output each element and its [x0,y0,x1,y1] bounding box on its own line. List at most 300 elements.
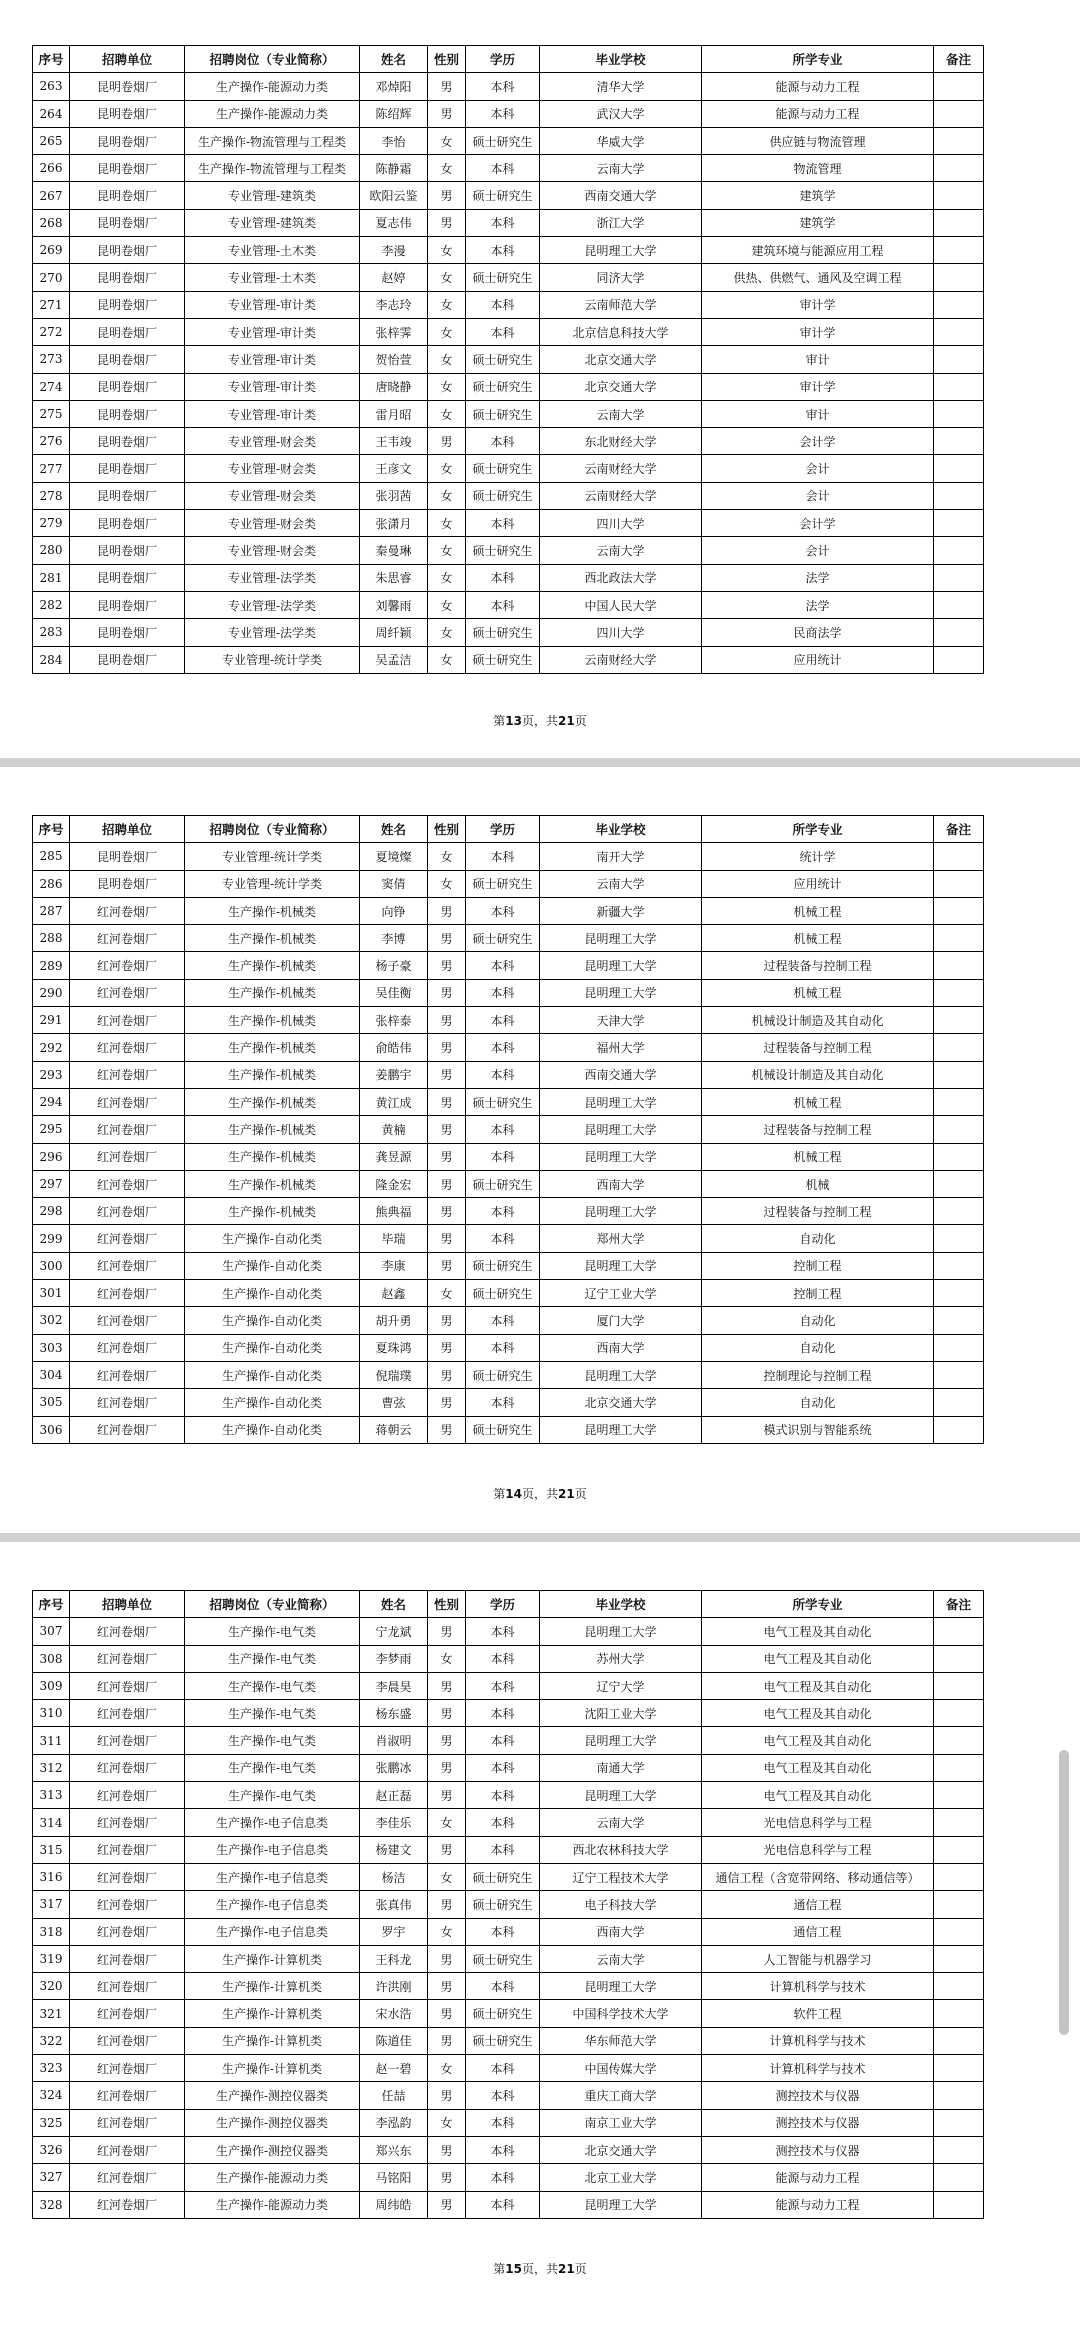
cell-remarks [934,346,984,373]
cell-major: 测控技术与仪器 [702,2136,934,2163]
cell-degree: 硕士研究生 [466,127,540,154]
cell-major: 控制理论与控制工程 [702,1361,934,1388]
cell-major: 物流管理 [702,155,934,182]
cell-school: 北京工业大学 [540,2164,702,2191]
cell-degree: 本科 [466,1061,540,1088]
cell-seq: 264 [33,100,70,127]
cell-employer: 红河卷烟厂 [70,1389,185,1416]
column-header-employer: 招聘单位 [70,1591,185,1618]
cell-name: 李志玲 [360,291,428,318]
cell-degree: 硕士研究生 [466,1280,540,1307]
cell-employer: 红河卷烟厂 [70,2191,185,2218]
cell-position: 专业管理-审计类 [185,318,360,345]
cell-seq: 313 [33,1782,70,1809]
cell-position: 生产操作-机械类 [185,1116,360,1143]
table-row [33,2055,984,2082]
cell-gender: 女 [428,1280,466,1307]
cell-seq: 297 [33,1170,70,1197]
cell-name: 贺怡萱 [360,346,428,373]
cell-school: 云南财经大学 [540,455,702,482]
cell-name: 张梓霁 [360,318,428,345]
table-row [33,400,984,427]
cell-major: 能源与动力工程 [702,2164,934,2191]
cell-seq: 314 [33,1809,70,1836]
cell-degree: 本科 [466,100,540,127]
cell-degree: 硕士研究生 [466,400,540,427]
recruitment-table [32,1590,984,2219]
cell-employer: 昆明卷烟厂 [70,182,185,209]
cell-gender: 男 [428,1700,466,1727]
cell-employer: 红河卷烟厂 [70,1416,185,1443]
cell-major: 电气工程及其自动化 [702,1618,934,1645]
cell-gender: 男 [428,2000,466,2027]
column-header-gender: 性别 [428,46,466,73]
cell-remarks [934,1198,984,1225]
column-header-major: 所学专业 [702,816,934,843]
cell-remarks [934,1034,984,1061]
cell-seq: 294 [33,1088,70,1115]
cell-position: 专业管理-统计学类 [185,646,360,673]
cell-major: 通信工程（含宽带网络、移动通信等） [702,1863,934,1890]
cell-position: 生产操作-测控仪器类 [185,2082,360,2109]
cell-degree: 硕士研究生 [466,1361,540,1388]
cell-major: 会计学 [702,510,934,537]
cell-name: 赵一碧 [360,2055,428,2082]
table-row [33,979,984,1006]
cell-gender: 女 [428,564,466,591]
cell-position: 生产操作-机械类 [185,952,360,979]
cell-major: 光电信息科学与工程 [702,1836,934,1863]
cell-employer: 昆明卷烟厂 [70,564,185,591]
cell-gender: 女 [428,400,466,427]
cell-position: 生产操作-计算机类 [185,1945,360,1972]
cell-remarks [934,952,984,979]
cell-school: 昆明理工大学 [540,1618,702,1645]
cell-gender: 女 [428,1809,466,1836]
table-row [33,1973,984,2000]
cell-gender: 男 [428,2027,466,2054]
cell-gender: 男 [428,1307,466,1334]
cell-seq: 315 [33,1836,70,1863]
table-row [33,291,984,318]
cell-school: 西南大学 [540,1918,702,1945]
cell-major: 测控技术与仪器 [702,2082,934,2109]
table-row [33,455,984,482]
cell-degree: 硕士研究生 [466,182,540,209]
cell-remarks [934,1361,984,1388]
cell-gender: 男 [428,1891,466,1918]
cell-gender: 女 [428,510,466,537]
cell-degree: 硕士研究生 [466,1252,540,1279]
cell-remarks [934,1143,984,1170]
cell-position: 生产操作-电气类 [185,1754,360,1781]
column-header-degree: 学历 [466,1591,540,1618]
cell-degree: 本科 [466,2055,540,2082]
cell-gender: 女 [428,264,466,291]
cell-degree: 本科 [466,73,540,100]
cell-name: 张潇月 [360,510,428,537]
cell-employer: 红河卷烟厂 [70,2136,185,2163]
cell-gender: 女 [428,1918,466,1945]
cell-position: 专业管理-土木类 [185,237,360,264]
cell-major: 自动化 [702,1307,934,1334]
cell-name: 杨洁 [360,1863,428,1890]
cell-name: 邓焯阳 [360,73,428,100]
cell-school: 电子科技大学 [540,1891,702,1918]
cell-degree: 本科 [466,1007,540,1034]
cell-remarks [934,1782,984,1809]
cell-name: 罗宇 [360,1918,428,1945]
cell-position: 生产操作-能源动力类 [185,100,360,127]
cell-gender: 男 [428,1973,466,2000]
cell-seq: 274 [33,373,70,400]
cell-major: 过程装备与控制工程 [702,1116,934,1143]
cell-school: 昆明理工大学 [540,1143,702,1170]
cell-school: 昆明理工大学 [540,925,702,952]
cell-major: 审计 [702,346,934,373]
cell-name: 张真伟 [360,1891,428,1918]
cell-degree: 本科 [466,979,540,1006]
cell-degree: 硕士研究生 [466,482,540,509]
cell-degree: 本科 [466,1034,540,1061]
cell-position: 生产操作-电气类 [185,1700,360,1727]
cell-degree: 硕士研究生 [466,870,540,897]
cell-major: 应用统计 [702,646,934,673]
cell-employer: 昆明卷烟厂 [70,373,185,400]
cell-degree: 硕士研究生 [466,646,540,673]
cell-employer: 红河卷烟厂 [70,1307,185,1334]
table-row [33,1645,984,1672]
cell-employer: 红河卷烟厂 [70,1809,185,1836]
cell-position: 生产操作-电气类 [185,1645,360,1672]
cell-position: 生产操作-测控仪器类 [185,2136,360,2163]
cell-school: 云南大学 [540,537,702,564]
table-row [33,897,984,924]
cell-employer: 昆明卷烟厂 [70,73,185,100]
cell-position: 生产操作-电气类 [185,1672,360,1699]
cell-school: 西北政法大学 [540,564,702,591]
cell-major: 会计学 [702,428,934,455]
cell-school: 武汉大学 [540,100,702,127]
cell-seq: 303 [33,1334,70,1361]
table-row [33,619,984,646]
cell-employer: 红河卷烟厂 [70,925,185,952]
cell-gender: 女 [428,127,466,154]
table-row [33,870,984,897]
cell-remarks [934,1973,984,2000]
cell-school: 北京交通大学 [540,1389,702,1416]
table-row [33,537,984,564]
cell-major: 建筑环境与能源应用工程 [702,237,934,264]
cell-name: 夏珠鸿 [360,1334,428,1361]
table-row [33,1782,984,1809]
cell-major: 通信工程 [702,1918,934,1945]
cell-remarks [934,897,984,924]
cell-name: 李怡 [360,127,428,154]
cell-remarks [934,1809,984,1836]
cell-position: 生产操作-自动化类 [185,1307,360,1334]
cell-remarks [934,264,984,291]
cell-remarks [934,237,984,264]
page-footer: 第15页，共21页 [493,2262,587,2276]
cell-position: 生产操作-机械类 [185,925,360,952]
cell-employer: 红河卷烟厂 [70,1863,185,1890]
cell-seq: 326 [33,2136,70,2163]
cell-employer: 红河卷烟厂 [70,952,185,979]
cell-remarks [934,1007,984,1034]
table-row [33,264,984,291]
cell-major: 能源与动力工程 [702,2191,934,2218]
cell-seq: 324 [33,2082,70,2109]
cell-gender: 男 [428,100,466,127]
cell-seq: 302 [33,1307,70,1334]
cell-school: 厦门大学 [540,1307,702,1334]
cell-degree: 硕士研究生 [466,2000,540,2027]
cell-major: 机械工程 [702,1143,934,1170]
column-header-seq: 序号 [33,816,70,843]
cell-major: 光电信息科学与工程 [702,1809,934,1836]
table-row [33,155,984,182]
table-header-row [33,46,984,73]
cell-employer: 红河卷烟厂 [70,1170,185,1197]
cell-employer: 昆明卷烟厂 [70,155,185,182]
cell-major: 会计 [702,537,934,564]
cell-name: 周纬皓 [360,2191,428,2218]
cell-employer: 昆明卷烟厂 [70,346,185,373]
cell-remarks [934,1863,984,1890]
cell-school: 西南大学 [540,1170,702,1197]
cell-name: 窦倩 [360,870,428,897]
cell-school: 昆明理工大学 [540,1361,702,1388]
cell-major: 建筑学 [702,209,934,236]
cell-position: 生产操作-计算机类 [185,1973,360,2000]
cell-major: 机械设计制造及其自动化 [702,1007,934,1034]
cell-remarks [934,843,984,870]
cell-major: 审计 [702,400,934,427]
cell-position: 生产操作-电子信息类 [185,1918,360,1945]
cell-degree: 本科 [466,1809,540,1836]
cell-employer: 红河卷烟厂 [70,1918,185,1945]
cell-degree: 本科 [466,1754,540,1781]
column-header-gender: 性别 [428,1591,466,1618]
cell-school: 云南师范大学 [540,291,702,318]
page-separator [0,758,1080,767]
table-row [33,1672,984,1699]
cell-name: 王科龙 [360,1945,428,1972]
cell-employer: 红河卷烟厂 [70,1618,185,1645]
table-row [33,1727,984,1754]
column-header-school: 毕业学校 [540,46,702,73]
cell-major: 审计学 [702,291,934,318]
cell-employer: 昆明卷烟厂 [70,100,185,127]
table-row [33,1061,984,1088]
cell-seq: 306 [33,1416,70,1443]
cell-major: 审计学 [702,318,934,345]
cell-name: 秦曼琳 [360,537,428,564]
cell-seq: 292 [33,1034,70,1061]
cell-employer: 红河卷烟厂 [70,1280,185,1307]
cell-degree: 本科 [466,510,540,537]
cell-seq: 321 [33,2000,70,2027]
cell-position: 专业管理-财会类 [185,455,360,482]
cell-seq: 286 [33,870,70,897]
cell-school: 东北财经大学 [540,428,702,455]
cell-degree: 本科 [466,428,540,455]
cell-school: 郑州大学 [540,1225,702,1252]
cell-employer: 昆明卷烟厂 [70,318,185,345]
cell-seq: 320 [33,1973,70,2000]
cell-remarks [934,1945,984,1972]
cell-name: 夏志伟 [360,209,428,236]
table-row [33,346,984,373]
cell-school: 华东师范大学 [540,2027,702,2054]
table-row [33,1225,984,1252]
cell-gender: 女 [428,455,466,482]
cell-degree: 本科 [466,1334,540,1361]
column-header-position: 招聘岗位（专业简称） [185,816,360,843]
cell-seq: 266 [33,155,70,182]
cell-employer: 昆明卷烟厂 [70,843,185,870]
cell-employer: 红河卷烟厂 [70,1116,185,1143]
cell-gender: 男 [428,1672,466,1699]
cell-remarks [934,1225,984,1252]
cell-employer: 昆明卷烟厂 [70,237,185,264]
cell-school: 云南大学 [540,1809,702,1836]
cell-name: 熊典福 [360,1198,428,1225]
cell-position: 专业管理-法学类 [185,619,360,646]
cell-degree: 硕士研究生 [466,455,540,482]
cell-name: 李漫 [360,237,428,264]
cell-degree: 本科 [466,1918,540,1945]
cell-position: 生产操作-测控仪器类 [185,2109,360,2136]
cell-school: 昆明理工大学 [540,979,702,1006]
cell-gender: 男 [428,1389,466,1416]
cell-seq: 301 [33,1280,70,1307]
cell-major: 统计学 [702,843,934,870]
cell-position: 专业管理-统计学类 [185,870,360,897]
cell-degree: 硕士研究生 [466,264,540,291]
cell-gender: 男 [428,1782,466,1809]
cell-remarks [934,1618,984,1645]
cell-gender: 男 [428,1225,466,1252]
vertical-scrollbar[interactable] [1059,1750,1069,2035]
cell-name: 夏境燦 [360,843,428,870]
column-header-remarks: 备注 [934,816,984,843]
cell-remarks [934,1061,984,1088]
cell-seq: 319 [33,1945,70,1972]
cell-major: 电气工程及其自动化 [702,1727,934,1754]
cell-seq: 265 [33,127,70,154]
cell-gender: 男 [428,1034,466,1061]
cell-remarks [934,2164,984,2191]
cell-degree: 本科 [466,1973,540,2000]
cell-major: 控制工程 [702,1252,934,1279]
cell-position: 生产操作-机械类 [185,1170,360,1197]
cell-major: 过程装备与控制工程 [702,1034,934,1061]
table-row [33,925,984,952]
cell-seq: 327 [33,2164,70,2191]
cell-remarks [934,2136,984,2163]
column-header-name: 姓名 [360,1591,428,1618]
cell-remarks [934,1416,984,1443]
cell-name: 马铭阳 [360,2164,428,2191]
cell-gender: 男 [428,1361,466,1388]
cell-name: 宁龙斌 [360,1618,428,1645]
cell-position: 生产操作-物流管理与工程类 [185,127,360,154]
cell-major: 会计 [702,482,934,509]
table-row [33,1918,984,1945]
cell-seq: 268 [33,209,70,236]
cell-degree: 硕士研究生 [466,1088,540,1115]
cell-gender: 女 [428,2055,466,2082]
cell-major: 过程装备与控制工程 [702,952,934,979]
cell-remarks [934,1170,984,1197]
cell-remarks [934,1280,984,1307]
column-header-remarks: 备注 [934,1591,984,1618]
cell-employer: 昆明卷烟厂 [70,291,185,318]
cell-school: 清华大学 [540,73,702,100]
cell-school: 昆明理工大学 [540,1116,702,1143]
table-row [33,318,984,345]
table-row [33,1252,984,1279]
cell-employer: 红河卷烟厂 [70,1143,185,1170]
table-row [33,1334,984,1361]
cell-position: 生产操作-电子信息类 [185,1891,360,1918]
cell-remarks [934,1672,984,1699]
page-footer: 第13页，共21页 [493,714,587,728]
cell-gender: 男 [428,1088,466,1115]
cell-name: 李康 [360,1252,428,1279]
cell-gender: 女 [428,591,466,618]
column-header-gender: 性别 [428,816,466,843]
cell-remarks [934,1334,984,1361]
cell-seq: 288 [33,925,70,952]
cell-school: 昆明理工大学 [540,1727,702,1754]
cell-seq: 325 [33,2109,70,2136]
cell-seq: 308 [33,1645,70,1672]
cell-degree: 本科 [466,1143,540,1170]
cell-seq: 289 [33,952,70,979]
cell-major: 法学 [702,591,934,618]
cell-employer: 红河卷烟厂 [70,1645,185,1672]
cell-remarks [934,925,984,952]
cell-degree: 本科 [466,843,540,870]
cell-name: 蒋朝云 [360,1416,428,1443]
cell-gender: 女 [428,870,466,897]
cell-employer: 红河卷烟厂 [70,2027,185,2054]
cell-position: 生产操作-机械类 [185,1088,360,1115]
cell-school: 北京信息科技大学 [540,318,702,345]
cell-degree: 硕士研究生 [466,925,540,952]
column-header-degree: 学历 [466,46,540,73]
cell-degree: 本科 [466,1672,540,1699]
cell-gender: 男 [428,1727,466,1754]
cell-seq: 311 [33,1727,70,1754]
table-row [33,564,984,591]
cell-seq: 317 [33,1891,70,1918]
cell-position: 生产操作-机械类 [185,1143,360,1170]
cell-gender: 男 [428,182,466,209]
cell-gender: 男 [428,1007,466,1034]
cell-seq: 277 [33,455,70,482]
cell-position: 专业管理-财会类 [185,510,360,537]
cell-employer: 红河卷烟厂 [70,1252,185,1279]
cell-school: 昆明理工大学 [540,1782,702,1809]
column-header-school: 毕业学校 [540,1591,702,1618]
cell-seq: 279 [33,510,70,537]
cell-employer: 昆明卷烟厂 [70,591,185,618]
table-row [33,952,984,979]
